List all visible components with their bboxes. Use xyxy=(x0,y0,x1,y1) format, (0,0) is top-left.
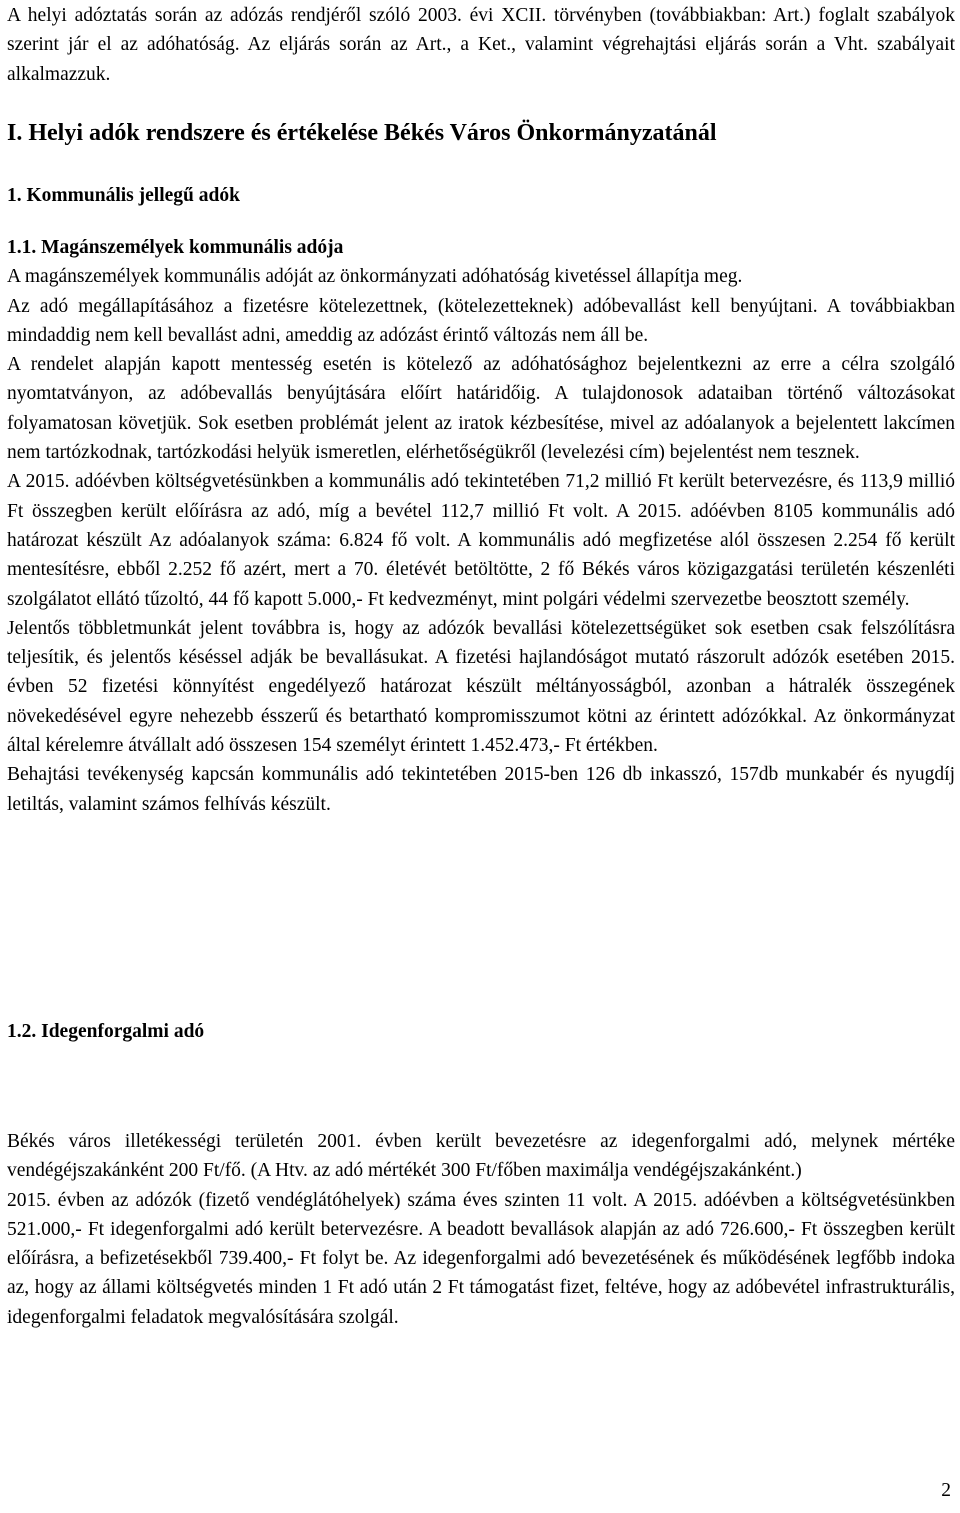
subsection-heading-1-1: 1.1. Magánszemélyek kommunális adója xyxy=(7,237,344,258)
page-number: 2 xyxy=(941,1480,951,1501)
kommunalis-paragraph-1: A magánszemélyek kommunális adóját az önkormányzati adóhatóság kivetéssel állapítja meg. xyxy=(7,266,743,288)
kommunalis-section xyxy=(7,233,955,819)
kommunalis-paragraph-5: Jelentős többletmunkát jelent továbbra is, hogy az adózók bevallási kötelezettségüket sok esetben csak felszólításra teljesítik, és jelentős késéssel adják be bevallásukat. A fizetési hajlandóságot mutató rászorult adózók esetében 2015. évben 52 fizetési könnyítést engedélyező határozat készült méltányosságból, azonban a hátralék összegének növekedésével egyre nehezebb ésszerű és betartható kompromisszumot kötni az érintett adózókkal. Az önkormányzat által kérelemre átvállalt adó összesen 154 személyt érintett 1.452.473,- Ft értékben. xyxy=(7,617,955,757)
idegenforgalmi-section xyxy=(7,1127,955,1332)
kommunalis-paragraph-3: A rendelet alapján kapott mentesség esetén is kötelező az adóhatósághoz bejelentkezni az erre a célra szolgáló nyomtatványon, az adóbevallás benyújtására előírt határidőig. A tulajdonosok adataiban történő változásokat folyamatosan követjük. Sok esetben problémát jelent az iratok kézbesítése, mivel az adóalanyok a bejelentett lakcímen nem tartózkodnak, tartózkodási helyük ismeretlen, elérhetőségükről (levelezési cím) bejelentést nem tesznek. xyxy=(7,354,955,464)
kommunalis-paragraph-2: Az adó megállapításához a fizetésre kötelezettnek, (kötelezetteknek) adóbevallást kell benyújtani. A továbbiakban mindaddig nem kell bevallást adni, ameddig az adózást érintő változás nem áll be. xyxy=(7,295,955,346)
intro-paragraph: A helyi adóztatás során az adózás rendjéről szóló 2003. évi XCII. törvényben (továbbiakban: Art.) foglalt szabályok szerint jár el az adóhatóság. Az eljárás során az Art., a Ket., valamint végrehajtási eljárás során a Vht. szabályait alkalmazzuk. xyxy=(7,5,955,85)
section-heading: I. Helyi adók rendszere és értékelése Békés Város Önkormányzatánál xyxy=(7,120,717,146)
subsection-heading-1: 1. Kommunális jellegű adók xyxy=(7,185,240,206)
idegenforgalmi-paragraph-2: 2015. évben az adózók (fizető vendéglátóhelyek) száma éves szinten 11 volt. A 2015. adóévben a költségvetésünkben 521.000,- Ft idegenforgalmi adó került betervezésre. A beadott bevallások alapján az adó 726.600,- Ft összegben került előírásra, a befizetésekből 739.400,- Ft folyt be. Az idegenforgalmi adó bevezetésének és működésének legfőbb indoka az, hogy az állami költségvetés minden 1 Ft adó után 2 Ft támogatást fizet, feltéve, hogy az adóbevétel infrastrukturális, idegenforgalmi feladatok megvalósítására szolgál. xyxy=(7,1189,955,1328)
idegenforgalmi-paragraph-1: Békés város illetékességi területén 2001. évben került bevezetésre az idegenforgalmi adó, melynek mértéke vendégéjszakánként 200 Ft/fő. (A Htv. az adó mértékét 300 Ft/főben maximálja vendégéjszakánként.) xyxy=(7,1131,955,1182)
kommunalis-paragraph-6: Behajtási tevékenység kapcsán kommunális adó tekintetében 2015-ben 126 db inkasszó, 157db munkabér és nyugdíj letiltás, valamint számos felhívás készült. xyxy=(7,764,955,815)
subsection-heading-1-2: 1.2. Idegenforgalmi adó xyxy=(7,1021,205,1042)
kommunalis-paragraph-4: A 2015. adóévben költségvetésünkben a kommunális adó tekintetében 71,2 millió Ft került betervezésre, és 113,9 millió Ft összegben került előírásra az adó, míg a bevétel 112,7 millió Ft volt. A 2015. adóévben 8105 kommunális adó határozat készült Az adóalanyok száma: 6.824 fő volt. A kommunális adó megfizetése alól összesen 2.254 fő került mentesítésre, ebből 2.252 fő azért, mert a 70. életévét betöltötte, 2 fő Békés város közigazgatási területén készenléti szolgálatot ellátó tűzoltó, 44 fő kapott 5.000,- Ft kedvezményt, mint polgári védelmi szervezetbe beosztott személy. xyxy=(7,471,955,610)
